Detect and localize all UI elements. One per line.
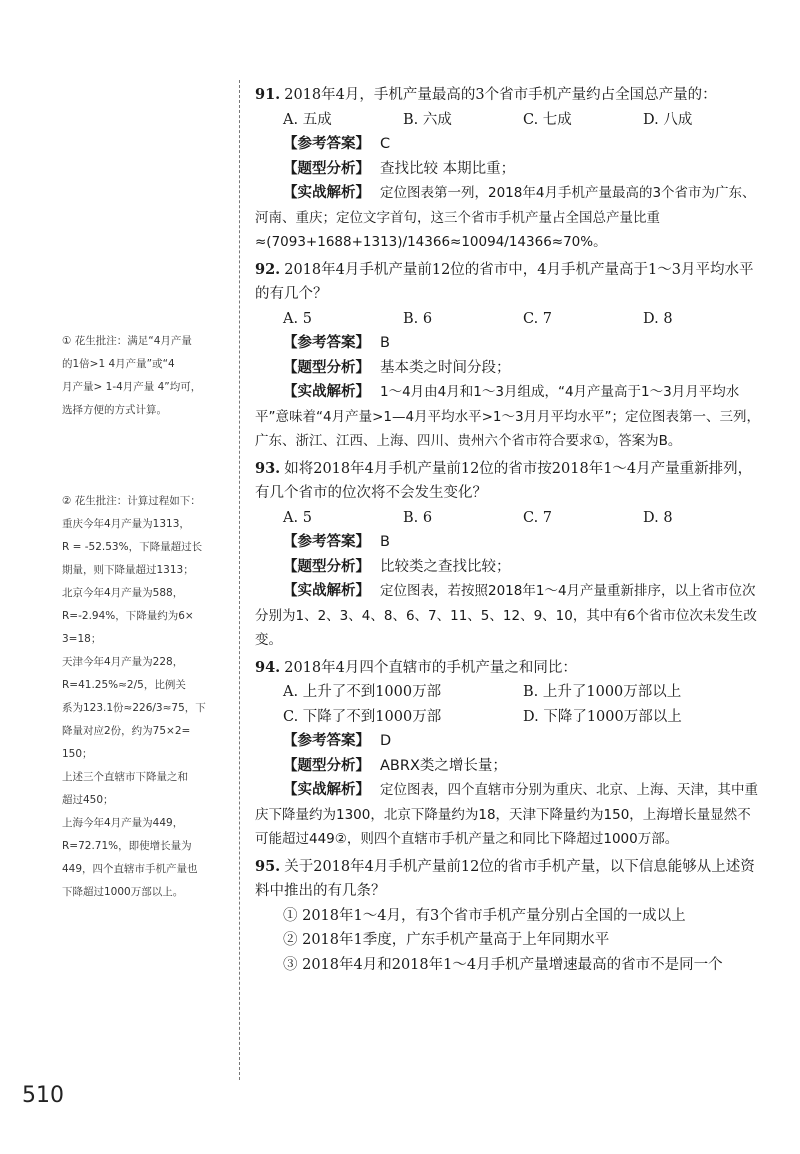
question-number: 95. <box>255 857 281 875</box>
analysis-label: 【实战解析】 <box>283 383 370 400</box>
statement-2: ② 2018年1季度，广东手机产量高于上年同期水平 <box>283 932 610 948</box>
margin-note-1 <box>62 330 230 422</box>
question-text: 关于2018年4月手机产量前12位的省市手机产量，以下信息能够从上述资料中推出的有几条？ <box>255 858 755 899</box>
margin-note-line: 天津今年4月产量为228， <box>62 656 184 668</box>
analysis-text: 定位图表，若按照2018年1～4月产量重新排序，以上省市位次分别为1、2、3、4、8、6、7、11、5、12、9、10，其中有6个省市位次未发生改变。 <box>255 583 757 648</box>
answer-label: 【参考答案】 <box>283 135 370 152</box>
answer-value: B <box>380 534 390 550</box>
option-d: D. 八成 <box>643 111 693 128</box>
question-stem <box>255 258 763 307</box>
margin-note-line: R=72.71%，即使增长量为 <box>62 840 192 852</box>
margin-note-line: 上述三个直辖市下降量之和 <box>62 771 188 783</box>
margin-note-line: 150； <box>62 748 93 760</box>
answer-value: D <box>380 733 392 749</box>
margin-note-line: 超过450； <box>62 794 114 806</box>
question-stem <box>255 457 763 506</box>
options <box>255 108 763 133</box>
answer-value: C <box>380 136 391 152</box>
statements <box>255 904 763 978</box>
option-a: A. 五成 <box>283 111 332 128</box>
question-number: 93. <box>255 459 281 477</box>
option-b: B. 上升了1000万部以上 <box>523 684 682 700</box>
margin-note-line: 3=18； <box>62 633 102 645</box>
question-91 <box>255 83 763 255</box>
option-a: A. 5 <box>283 509 312 526</box>
question-text: 2018年4月四个直辖市的手机产量之和同比： <box>284 659 577 676</box>
margin-note-line: 的1倍>1 4月产量”或“4 <box>62 358 175 370</box>
margin-note-line: 下降超过1000万部以上。 <box>62 886 184 898</box>
option-c: C. 7 <box>523 509 553 526</box>
answer-row <box>255 729 763 754</box>
analysis-label: 【实战解析】 <box>283 582 370 599</box>
options <box>255 506 763 531</box>
options <box>255 680 763 729</box>
option-c: C. 下降了不到1000万部 <box>283 708 442 725</box>
margin-note-line: 选择方便的方式计算。 <box>62 404 167 416</box>
option-c: C. 7 <box>523 310 553 327</box>
question-text: 如将2018年4月手机产量前12位的省市按2018年1～4月产量重新排列，有几个省市的位次将不会发生变化？ <box>255 460 753 501</box>
margin-notes <box>62 330 230 1012</box>
margin-note-line: 降量对应2份，约为75×2= <box>62 725 191 737</box>
option-a: A. 上升了不到1000万部 <box>283 684 442 700</box>
type-value: 比较类之查找比较； <box>380 558 511 575</box>
margin-note-line: 北京今年4月产量为588， <box>62 587 184 599</box>
answer-row <box>255 530 763 555</box>
type-value: 查找比较 本期比重； <box>380 160 516 177</box>
analysis-text: 1～4月由4月和1～3月组成，“4月产量高于1～3月月平均水平”意味着“4月产量>1—4月平均水平>1～3月月平均水平”；定位图表第一、三列，广东、浙江、江西、上海、四川、贵州六个省市符合要求①，答案为B。 <box>255 384 761 449</box>
analysis-row <box>255 181 763 255</box>
question-text: 2018年4月，手机产量最高的3个省市手机产量约占全国总产量的： <box>284 87 717 103</box>
type-row <box>255 555 763 580</box>
statement-3: ③ 2018年4月和2018年1～4月手机产量增速最高的省市不是同一个 <box>283 956 723 973</box>
question-stem <box>255 855 763 904</box>
question-stem <box>255 83 763 108</box>
question-number: 91. <box>255 86 281 103</box>
answer-label: 【参考答案】 <box>283 334 370 351</box>
analysis-text: 定位图表，四个直辖市分别为重庆、北京、上海、天津，其中重庆下降量约为1300，北京下降量约为18，天津下降量约为150，上海增长量显然不可能超过449②，则四个直辖市手机产量之和同比下降超过1000万部。 <box>255 782 758 847</box>
type-value: ABRX类之增长量； <box>380 757 507 774</box>
type-label: 【题型分析】 <box>283 358 370 376</box>
question-95 <box>255 855 763 978</box>
answer-value: B <box>380 335 390 351</box>
option-a: A. 5 <box>283 310 312 327</box>
margin-note-line: R=41.25%≈2/5，比例关 <box>62 679 186 691</box>
analysis-row <box>255 579 763 653</box>
question-number: 92. <box>255 260 281 278</box>
margin-note-line: 期量，则下降量超过1313； <box>62 564 194 576</box>
answer-row <box>255 132 763 157</box>
type-label: 【题型分析】 <box>283 159 370 177</box>
answer-label: 【参考答案】 <box>283 732 370 749</box>
type-row <box>255 356 763 381</box>
question-92 <box>255 258 763 454</box>
question-stem <box>255 656 763 681</box>
type-label: 【题型分析】 <box>283 756 370 774</box>
margin-note-line: ① 花生批注：满足“4月产量 <box>62 335 192 347</box>
statement-1: ① 2018年1～4月，有3个省市手机产量分别占全国的一成以上 <box>283 907 686 924</box>
option-c: C. 七成 <box>523 111 572 128</box>
main-content <box>255 80 763 977</box>
type-label: 【题型分析】 <box>283 557 370 575</box>
analysis-row <box>255 778 763 852</box>
option-d: D. 下降了1000万部以上 <box>523 708 682 725</box>
option-b: B. 六成 <box>403 111 452 128</box>
column-divider <box>239 80 240 1080</box>
margin-note-line: 449，四个直辖市手机产量也 <box>62 863 198 875</box>
option-d: D. 8 <box>643 509 673 526</box>
page-number: 510 <box>22 1083 64 1108</box>
option-b: B. 6 <box>403 509 433 526</box>
analysis-row <box>255 380 763 454</box>
margin-note-line: ② 花生批注：计算过程如下： <box>62 495 201 507</box>
margin-note-line: R=-2.94%，下降量约为6× <box>62 610 194 622</box>
margin-note-line: R = -52.53%，下降量超过长 <box>62 541 203 553</box>
type-row <box>255 157 763 182</box>
margin-note-line: 重庆今年4月产量为1313， <box>62 518 190 530</box>
type-row <box>255 754 763 779</box>
margin-note-line: 月产量> 1-4月产量 4”均可， <box>62 381 202 393</box>
margin-note-line: 系为123.1份≈226/3≈75，下 <box>62 702 206 714</box>
analysis-label: 【实战解析】 <box>283 781 370 798</box>
option-d: D. 8 <box>643 310 673 327</box>
answer-label: 【参考答案】 <box>283 533 370 550</box>
analysis-label: 【实战解析】 <box>283 184 370 201</box>
question-94 <box>255 656 763 852</box>
question-93 <box>255 457 763 653</box>
option-b: B. 6 <box>403 310 433 327</box>
options <box>255 307 763 332</box>
margin-note-line: 上海今年4月产量为449， <box>62 817 184 829</box>
answer-row <box>255 331 763 356</box>
analysis-text: 定位图表第一列，2018年4月手机产量最高的3个省市为广东、河南、重庆；定位文字首句，这三个省市手机产量占全国总产量比重≈(7093+1688+1313)/14366≈10094/14366≈70%。 <box>255 185 756 250</box>
margin-note-2 <box>62 490 230 904</box>
question-text: 2018年4月手机产量前12位的省市中，4月手机产量高于1～3月平均水平的有几个？ <box>255 261 754 302</box>
question-number: 94. <box>255 658 281 676</box>
type-value: 基本类之时间分段； <box>380 359 511 376</box>
